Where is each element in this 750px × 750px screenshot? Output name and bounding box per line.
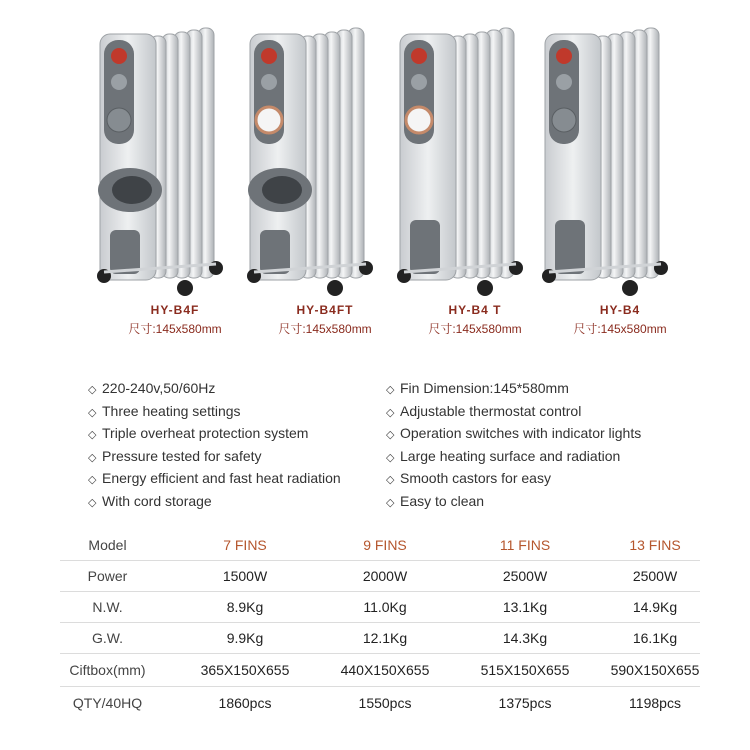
table-header-cell: 9 FINS [363, 537, 407, 553]
diamond-bullet-icon: ◇ [88, 406, 97, 419]
feature-item: ◇ Smooth castors for easy [386, 468, 641, 491]
feature-item: ◇ Triple overheat protection system [88, 423, 341, 446]
table-cell: 2500W [502, 568, 548, 584]
diamond-bullet-icon: ◇ [386, 406, 395, 419]
product-hy-b4f [90, 20, 260, 350]
table-cell: 440X150X655 [340, 662, 430, 678]
diamond-bullet-icon: ◇ [88, 384, 97, 396]
feature-list-right [386, 378, 641, 514]
model-code: HY-B4FT [296, 303, 354, 317]
model-code: HY-B4 T [448, 303, 502, 317]
diamond-bullet-icon: ◇ [386, 474, 395, 487]
table-header-cell: 13 FINS [629, 537, 681, 553]
model-size: 尺寸:145x580mm [278, 322, 372, 336]
feature-item: ◇ Easy to clean [386, 491, 641, 514]
feature-item: ◇ Adjustable thermostat control [386, 401, 641, 424]
table-header-cell: Model [88, 537, 127, 553]
oil-heater-image [240, 20, 410, 300]
feature-item: ◇ With cord storage [88, 491, 341, 514]
spec-table [60, 530, 700, 719]
feature-item: ◇ Large heating surface and radiation [386, 446, 641, 469]
table-cell: 1375pcs [498, 695, 552, 711]
table-cell: Power [87, 568, 128, 584]
table-cell: 14.3Kg [502, 630, 548, 646]
oil-heater-image [90, 20, 260, 300]
table-header-row [60, 530, 700, 561]
oil-heater-image [535, 20, 705, 300]
feature-item: ◇ Operation switches with indicator lights [386, 423, 641, 446]
model-size: 尺寸:145x580mm [428, 322, 522, 336]
table-cell: 365X150X655 [200, 662, 290, 678]
diamond-bullet-icon: ◇ [88, 429, 97, 442]
table-cell: N.W. [92, 599, 123, 615]
table-header-cell: 7 FINS [223, 537, 267, 553]
diamond-bullet-icon: ◇ [386, 451, 395, 464]
diamond-bullet-icon: ◇ [88, 474, 97, 487]
diamond-bullet-icon: ◇ [88, 496, 97, 509]
product-hy-b4 [535, 20, 705, 350]
table-cell: 13.1Kg [502, 599, 548, 615]
table-cell: 14.9Kg [632, 599, 678, 615]
feature-item: ◇ Fin Dimension:145*580mm [386, 378, 641, 401]
table-cell: 1198pcs [629, 695, 681, 711]
table-cell: 9.9Kg [226, 630, 264, 646]
model-code: HY-B4F [150, 303, 200, 317]
feature-list-left [88, 378, 341, 514]
table-row [60, 561, 700, 592]
table-cell: 16.1Kg [632, 630, 678, 646]
table-row [60, 623, 700, 654]
diamond-bullet-icon: ◇ [88, 451, 97, 464]
table-cell: 2500W [632, 568, 678, 584]
table-cell: QTY/40HQ [72, 695, 143, 711]
table-cell: G.W. [91, 630, 124, 646]
diamond-bullet-icon: ◇ [386, 429, 395, 442]
diamond-bullet-icon: ◇ [386, 496, 395, 509]
table-cell: 515X150X655 [480, 662, 570, 678]
table-cell: 12.1Kg [362, 630, 408, 646]
table-cell: 8.9Kg [226, 599, 264, 615]
table-row [60, 592, 700, 623]
model-size: 尺寸:145x580mm [128, 322, 222, 336]
model-code: HY-B4 [599, 303, 641, 317]
table-cell: Ciftbox(mm) [69, 662, 146, 678]
table-cell: 1500W [222, 568, 268, 584]
table-cell: 590X150X655 [610, 662, 700, 678]
table-cell: 1550pcs [358, 695, 412, 711]
table-header-cell: 11 FINS [499, 537, 551, 553]
feature-item: ◇ Energy efficient and fast heat radiation [88, 468, 341, 491]
feature-item: ◇ Three heating settings [88, 401, 341, 424]
diamond-bullet-icon: ◇ [386, 384, 395, 396]
product-hy-b4ft [240, 20, 410, 350]
table-cell: 1860pcs [218, 695, 272, 711]
table-row [60, 687, 700, 719]
model-size: 尺寸:145x580mm [573, 322, 667, 336]
table-cell: 2000W [362, 568, 408, 584]
table-row [60, 654, 700, 687]
feature-item: ◇ 220-240v,50/60Hz [88, 378, 341, 401]
table-cell: 11.0Kg [363, 599, 407, 615]
feature-item: ◇ Pressure tested for safety [88, 446, 341, 469]
